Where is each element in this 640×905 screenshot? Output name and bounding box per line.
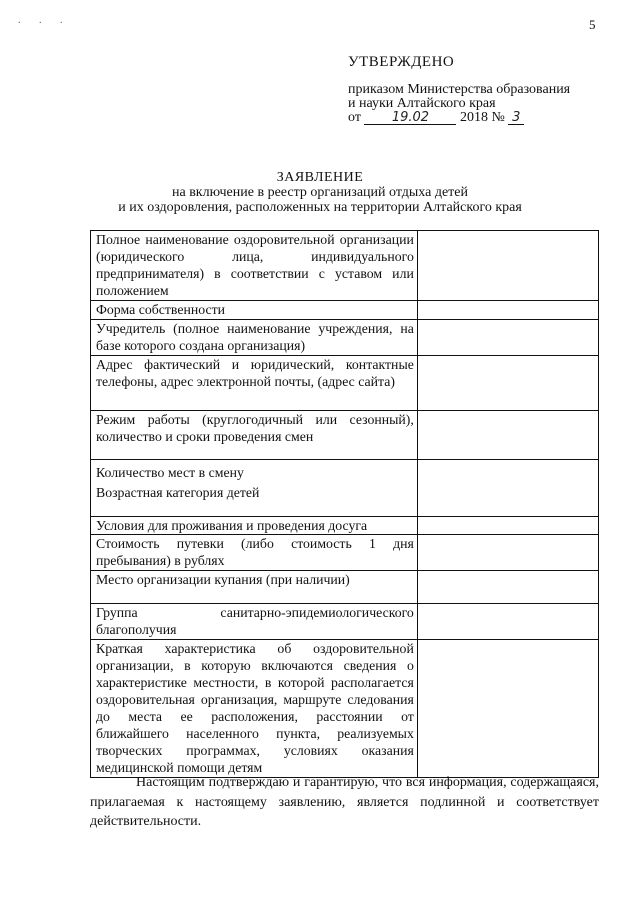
title-line-1: на включение в реестр организаций отдыха детей — [171, 185, 468, 200]
table-row — [91, 320, 599, 356]
number-blank — [508, 112, 524, 125]
row-value-ownership[interactable] — [417, 301, 598, 320]
row-value-capacity-age[interactable] — [417, 460, 598, 517]
number-prefix: № — [491, 110, 505, 125]
row-label-voucher-cost: Стоимость путевки (либо стоимость 1 дня пребывания) в рублях — [91, 535, 418, 571]
table-row — [91, 571, 599, 604]
row-label-brief-description: Краткая характеристика об оздоровительной организации, в которую включаются сведения о характеристике местности, в которой располагается оздоровительная организация, маршруте следования до места ее расположения, расстоянии от ближайшего населенного пункта, реализуемых творческих программах, условиях оказания медицинской помощи детям — [91, 640, 418, 778]
row-label-full-name: Полное наименование оздоровительной организации (юридического лица, индивидуального предпринимателя) в соответствии с уставом или положением — [91, 231, 418, 301]
row-value-work-mode[interactable] — [417, 411, 598, 460]
year: 2018 — [459, 110, 488, 125]
table-row — [91, 460, 599, 517]
capacity-label: Количество мест в смену — [96, 465, 244, 480]
row-label-living-conditions: Условия для проживания и проведения досуга — [91, 517, 418, 535]
table-row — [91, 535, 599, 571]
row-value-brief-description[interactable] — [417, 640, 598, 778]
table-row — [91, 517, 599, 535]
row-label-address: Адрес фактический и юридический, контактные телефоны, адрес электронной почты, (адрес сайта) — [91, 356, 418, 411]
age-category-label: Возрастная категория детей — [96, 485, 260, 500]
table-row — [91, 301, 599, 320]
row-value-full-name[interactable] — [417, 231, 598, 301]
approval-line-2: и науки Алтайского края — [348, 96, 496, 111]
row-label-sanitary-group: Группа санитарно-эпидемиологического благополучия — [91, 604, 418, 640]
date-blank — [364, 112, 456, 125]
table-row — [91, 604, 599, 640]
row-value-sanitary-group[interactable] — [417, 604, 598, 640]
page-number: 5 — [589, 17, 596, 32]
table-row — [91, 640, 599, 778]
document-title — [0, 170, 640, 215]
approval-line-1: приказом Министерства образования — [348, 82, 571, 97]
handwritten-number: 3 — [512, 110, 521, 125]
scan-specks: . . . — [18, 15, 71, 26]
row-label-founder: Учредитель (полное наименование учреждения, на базе которого создана организация) — [91, 320, 418, 356]
title-line-2: и их оздоровления, расположенных на территории Алтайского края — [118, 200, 522, 215]
row-value-address[interactable] — [417, 356, 598, 411]
approval-date-line — [348, 111, 570, 125]
handwritten-date: 19.02 — [391, 110, 430, 125]
approval-block — [348, 55, 570, 125]
confirmation-statement: Настоящим подтверждаю и гарантирую, что вся информация, содержащаяся, прилагаемая к настоящему заявлению, является подлинной и соответствует действительности. — [90, 775, 599, 829]
row-value-bathing-place[interactable] — [417, 571, 598, 604]
row-value-founder[interactable] — [417, 320, 598, 356]
row-label-bathing-place: Место организации купания (при наличии) — [91, 571, 418, 604]
table-row — [91, 231, 599, 301]
table-row — [91, 356, 599, 411]
row-label-capacity-age — [91, 460, 418, 517]
row-label-ownership: Форма собственности — [91, 301, 418, 320]
row-value-living-conditions[interactable] — [417, 517, 598, 535]
date-prefix: от — [348, 110, 361, 125]
row-value-voucher-cost[interactable] — [417, 535, 598, 571]
approval-heading: УТВЕРЖДЕНО — [348, 54, 455, 70]
title-main: ЗАЯВЛЕНИЕ — [276, 170, 364, 185]
application-form-table — [90, 230, 599, 778]
row-label-work-mode: Режим работы (круглогодичный или сезонный), количество и сроки проведения смен — [91, 411, 418, 460]
table-row — [91, 411, 599, 460]
